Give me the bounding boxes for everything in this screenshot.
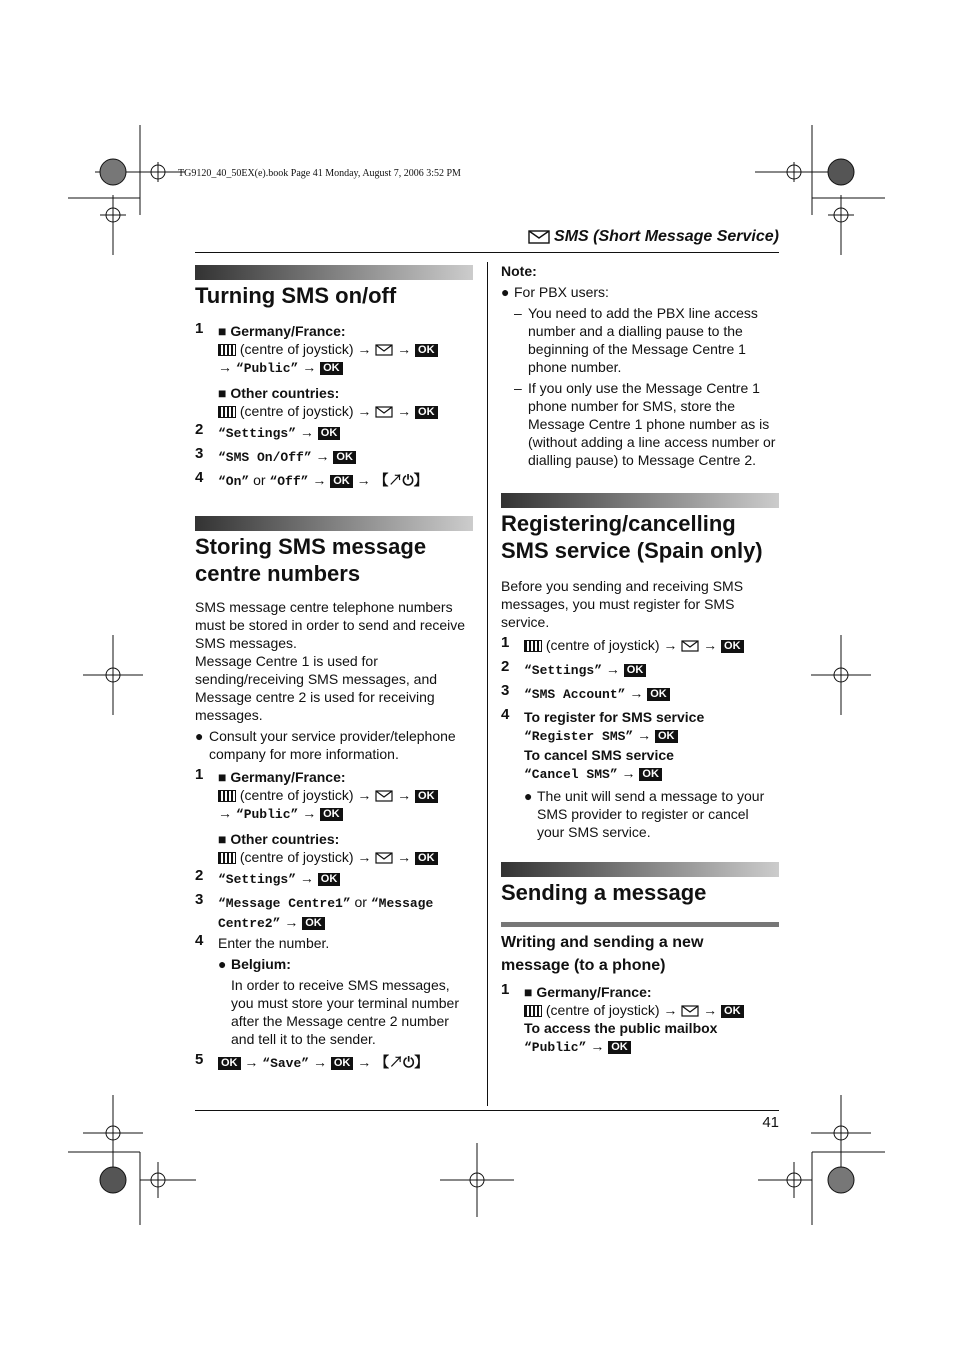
ok-key: OK bbox=[330, 475, 353, 488]
other-countries-label: Other countries: bbox=[230, 385, 340, 401]
menu-item: Centre2” bbox=[218, 916, 281, 931]
section-bar bbox=[501, 862, 779, 877]
bullet-item: ● The unit will send a message to your SMS provider to register or cancel your SMS service. bbox=[524, 787, 784, 841]
arrow: → bbox=[397, 403, 412, 419]
step-block bbox=[218, 893, 433, 933]
menu-key-icon bbox=[524, 1005, 542, 1017]
dash-item: – You need to add the PBX line access number and a dialling pause to the beginning of the Message Centre 1 phone number. bbox=[501, 304, 781, 376]
section-title bbox=[501, 510, 763, 564]
arrow: → bbox=[299, 870, 314, 886]
menu-item: “Settings” bbox=[218, 426, 297, 441]
menu-item: “On” bbox=[218, 474, 250, 489]
step-number: 3 bbox=[195, 445, 204, 462]
ok-key: OK bbox=[608, 1041, 631, 1054]
section-title-line: centre numbers bbox=[195, 561, 361, 586]
ok-key: OK bbox=[721, 640, 744, 653]
text-line: Message centre 2 is used for receiving bbox=[195, 689, 435, 705]
text-line: You need to add the PBX line access bbox=[528, 305, 758, 321]
step-block bbox=[218, 471, 428, 491]
text-line: after the Message centre 2 number bbox=[231, 1013, 449, 1029]
belgium-text bbox=[218, 976, 478, 1048]
joystick-text: (centre of joystick) bbox=[239, 403, 354, 419]
menu-key-icon bbox=[218, 344, 236, 356]
text-line: Message Centre 1 is used for bbox=[195, 653, 378, 669]
envelope-icon bbox=[375, 344, 393, 356]
column-divider bbox=[487, 262, 488, 1106]
text-line: sending/receiving SMS messages, and bbox=[195, 671, 438, 687]
text-line: messages, you must register for SMS bbox=[501, 596, 735, 612]
arrow: → bbox=[590, 1038, 605, 1054]
step-number: 2 bbox=[501, 658, 510, 675]
step-number: 2 bbox=[195, 867, 204, 884]
ok-key: OK bbox=[415, 790, 438, 803]
arrow: → bbox=[302, 805, 317, 821]
ok-key: OK bbox=[320, 808, 343, 821]
text-line: your SMS service. bbox=[537, 824, 651, 840]
step-block bbox=[524, 660, 646, 680]
section-bar bbox=[195, 516, 473, 531]
arrow: → bbox=[663, 637, 678, 653]
menu-item: “Public” bbox=[524, 1040, 587, 1055]
menu-item: “Register SMS” bbox=[524, 729, 634, 744]
text-line: Message Centre 1 phone number as is bbox=[528, 416, 770, 432]
arrow: → bbox=[703, 637, 718, 653]
step-block: Enter the number. ● Belgium: In order to receive SMS messages, you must store your terminal number after the Message centre 2 number and tell it to the sender. bbox=[218, 934, 478, 1048]
text-line: Consult your service provider/telephone bbox=[209, 728, 456, 744]
text-line: Enter the number. bbox=[218, 935, 330, 951]
envelope-icon bbox=[681, 1005, 699, 1017]
arrow: → bbox=[244, 1054, 259, 1070]
arrow: → bbox=[299, 424, 314, 440]
menu-item: “SMS On/Off” bbox=[218, 450, 312, 465]
section-title-line: Registering/cancelling bbox=[501, 511, 736, 536]
step-block bbox=[524, 684, 670, 704]
or-text: or bbox=[354, 894, 367, 910]
step-block bbox=[524, 636, 744, 654]
envelope-icon bbox=[375, 406, 393, 418]
ok-key: OK bbox=[647, 688, 670, 701]
text-line: SMS messages. bbox=[195, 635, 297, 651]
arrow: → bbox=[621, 765, 636, 781]
step-number: 3 bbox=[195, 891, 204, 908]
menu-item: “Save” bbox=[262, 1056, 310, 1071]
arrow: → bbox=[397, 341, 412, 357]
envelope-icon bbox=[681, 640, 699, 652]
register-label: To register for SMS service bbox=[524, 709, 705, 725]
step-block bbox=[524, 708, 784, 841]
menu-item: “SMS Account” bbox=[524, 687, 626, 702]
text-line: SMS message centre telephone numbers bbox=[195, 599, 453, 615]
text-line: dialling pause) to Message Centre 2. bbox=[528, 452, 757, 468]
text-line: For PBX users: bbox=[514, 284, 609, 300]
menu-item: “Cancel SMS” bbox=[524, 767, 618, 782]
menu-item: “Public” bbox=[235, 361, 299, 376]
step-number: 1 bbox=[195, 766, 204, 783]
subsection-rule bbox=[501, 922, 779, 927]
header-rule bbox=[195, 252, 779, 253]
text-line: service. bbox=[501, 614, 550, 630]
menu-key-icon bbox=[524, 640, 542, 652]
ok-key: OK bbox=[721, 1005, 744, 1018]
step-block bbox=[218, 1053, 428, 1073]
arrow: → bbox=[605, 661, 620, 677]
section-title-line: Storing SMS message bbox=[195, 534, 427, 559]
ok-key: OK bbox=[639, 768, 662, 781]
step-block: ■ Germany/France: (centre of joystick) → → OK To access the public mailbox “Public” → OK bbox=[524, 983, 784, 1057]
note-title: Note: bbox=[501, 263, 537, 279]
text-line: (without adding a line access number or bbox=[528, 434, 776, 450]
footer-rule bbox=[195, 1110, 779, 1111]
bullet-item: ● Consult your service provider/telephone company for more information. bbox=[195, 727, 475, 763]
ok-key: OK bbox=[655, 730, 678, 743]
arrow: → bbox=[315, 448, 330, 464]
arrow: → bbox=[357, 403, 372, 419]
section-title bbox=[195, 533, 426, 587]
off-key: 【↗⏻】 bbox=[375, 1054, 429, 1070]
germany-france-label: Germany/France: bbox=[230, 323, 346, 339]
text-line: must be stored in order to send and receive bbox=[195, 617, 466, 633]
access-label: To access the public mailbox bbox=[524, 1020, 718, 1036]
step-number: 3 bbox=[501, 682, 510, 699]
other-countries-label: Other countries: bbox=[230, 831, 340, 847]
germany-france-label: Germany/France: bbox=[536, 984, 652, 1000]
ok-key: OK bbox=[318, 873, 341, 886]
step-block: ■ Germany/France: (centre of joystick) → → OK → “Public” → OK ■ Other countries: (centre of joystick) → → OK bbox=[218, 322, 478, 420]
running-header bbox=[505, 228, 779, 246]
ok-key: OK bbox=[333, 451, 356, 464]
arrow: → bbox=[218, 359, 232, 375]
arrow: → bbox=[703, 1002, 718, 1018]
off-key: 【↗⏻】 bbox=[374, 472, 428, 488]
text-line: messages. bbox=[195, 707, 263, 723]
text-line: company for more information. bbox=[209, 746, 399, 762]
text-line: SMS provider to register or cancel bbox=[537, 806, 749, 822]
arrow: → bbox=[357, 1054, 372, 1070]
arrow: → bbox=[357, 787, 372, 803]
section-title: Turning SMS on/off bbox=[195, 283, 397, 308]
step-number: 4 bbox=[501, 706, 510, 723]
ok-key: OK bbox=[624, 664, 647, 677]
step-number: 4 bbox=[195, 469, 204, 486]
text-line: phone number for SMS, store the bbox=[528, 398, 735, 414]
menu-key-icon bbox=[218, 406, 236, 418]
section-intro bbox=[501, 577, 781, 631]
step-number: 2 bbox=[195, 421, 204, 438]
germany-france-label: Germany/France: bbox=[230, 769, 346, 785]
arrow: → bbox=[629, 685, 644, 701]
ok-key: OK bbox=[320, 362, 343, 375]
arrow: → bbox=[312, 1054, 327, 1070]
step-block bbox=[218, 447, 356, 467]
menu-key-icon bbox=[218, 852, 236, 864]
note-block: Note: ● For PBX users: – You need to add the PBX line access number and a dialling pause to the beginning of the Message Centre 1 phone number. – If you only use the Message Centre 1 phone number for SMS, store the Message Centre 1 phone number as is (without adding a line access number or dialling pause) to Message Centre 2. bbox=[501, 262, 781, 469]
step-block bbox=[218, 869, 340, 889]
text-line: and tell it to the sender. bbox=[231, 1031, 376, 1047]
section-bar bbox=[195, 265, 473, 280]
section-bar bbox=[501, 493, 779, 508]
arrow: → bbox=[637, 727, 652, 743]
ok-key: OK bbox=[331, 1057, 354, 1070]
running-header-text: SMS (Short Message Service) bbox=[554, 228, 779, 245]
belgium-label: Belgium: bbox=[231, 956, 291, 972]
section-title-line: SMS service (Spain only) bbox=[501, 538, 763, 563]
section-title: Sending a message bbox=[501, 880, 707, 905]
arrow: → bbox=[218, 805, 232, 821]
arrow: → bbox=[397, 849, 412, 865]
subsection-title-line: message (to a phone) bbox=[501, 957, 666, 974]
step-number: 1 bbox=[501, 981, 510, 998]
ok-key: OK bbox=[318, 427, 341, 440]
arrow: → bbox=[357, 341, 372, 357]
step-number: 5 bbox=[195, 1051, 204, 1068]
ok-key: OK bbox=[218, 1057, 241, 1070]
menu-item: “Message Centre1” bbox=[218, 896, 351, 911]
step-number: 1 bbox=[195, 320, 204, 337]
step-number: 4 bbox=[195, 932, 204, 949]
subsection-title bbox=[501, 931, 703, 977]
step-block: ■ Germany/France: (centre of joystick) → → OK → “Public” → OK ■ Other countries: (centre of joystick) → → OK bbox=[218, 768, 478, 866]
ok-key: OK bbox=[415, 852, 438, 865]
text-line: phone number. bbox=[528, 359, 622, 375]
envelope-icon bbox=[375, 852, 393, 864]
joystick-text: (centre of joystick) bbox=[545, 637, 660, 653]
text-line: you must store your terminal number bbox=[231, 995, 459, 1011]
joystick-text: (centre of joystick) bbox=[545, 1002, 660, 1018]
step-number: 1 bbox=[501, 634, 510, 651]
menu-item: “Message bbox=[370, 896, 434, 911]
arrow: → bbox=[312, 472, 327, 488]
menu-item: “Public” bbox=[235, 807, 299, 822]
ok-key: OK bbox=[302, 917, 325, 930]
joystick-text: (centre of joystick) bbox=[239, 849, 354, 865]
or-text: or bbox=[253, 472, 266, 488]
menu-item: “Off” bbox=[269, 474, 309, 489]
ok-key: OK bbox=[415, 344, 438, 357]
joystick-text: (centre of joystick) bbox=[239, 341, 354, 357]
text-line: If you only use the Message Centre 1 bbox=[528, 380, 760, 396]
menu-item: “Settings” bbox=[524, 663, 603, 678]
dash-item: – If you only use the Message Centre 1 phone number for SMS, store the Message Centre 1 phone number as is (without adding a line access number or dialling pause) to Message Centre 2. bbox=[501, 379, 781, 469]
text-line: In order to receive SMS messages, bbox=[231, 977, 450, 993]
arrow: → bbox=[302, 359, 317, 375]
text-line: beginning of the Message Centre 1 bbox=[528, 341, 746, 357]
cancel-label: To cancel SMS service bbox=[524, 747, 674, 763]
subsection-title-line: Writing and sending a new bbox=[501, 934, 704, 951]
menu-key-icon bbox=[218, 790, 236, 802]
arrow: → bbox=[357, 849, 372, 865]
arrow: → bbox=[397, 787, 412, 803]
text-line: number and a dialling pause to the bbox=[528, 323, 743, 339]
text-line: The unit will send a message to your bbox=[537, 788, 765, 804]
menu-item: “Settings” bbox=[218, 872, 297, 887]
arrow: → bbox=[663, 1002, 678, 1018]
print-header: TG9120_40_50EX(e).book Page 41 Monday, August 7, 2006 3:52 PM bbox=[178, 168, 461, 179]
envelope-icon bbox=[375, 790, 393, 802]
ok-key: OK bbox=[415, 406, 438, 419]
text-line: Before you sending and receiving SMS bbox=[501, 578, 744, 594]
arrow: → bbox=[284, 914, 299, 930]
joystick-text: (centre of joystick) bbox=[239, 787, 354, 803]
page-number: 41 bbox=[762, 1114, 779, 1131]
step-block bbox=[218, 423, 340, 443]
envelope-icon bbox=[528, 230, 550, 244]
arrow: → bbox=[356, 472, 371, 488]
section-intro bbox=[195, 598, 475, 763]
